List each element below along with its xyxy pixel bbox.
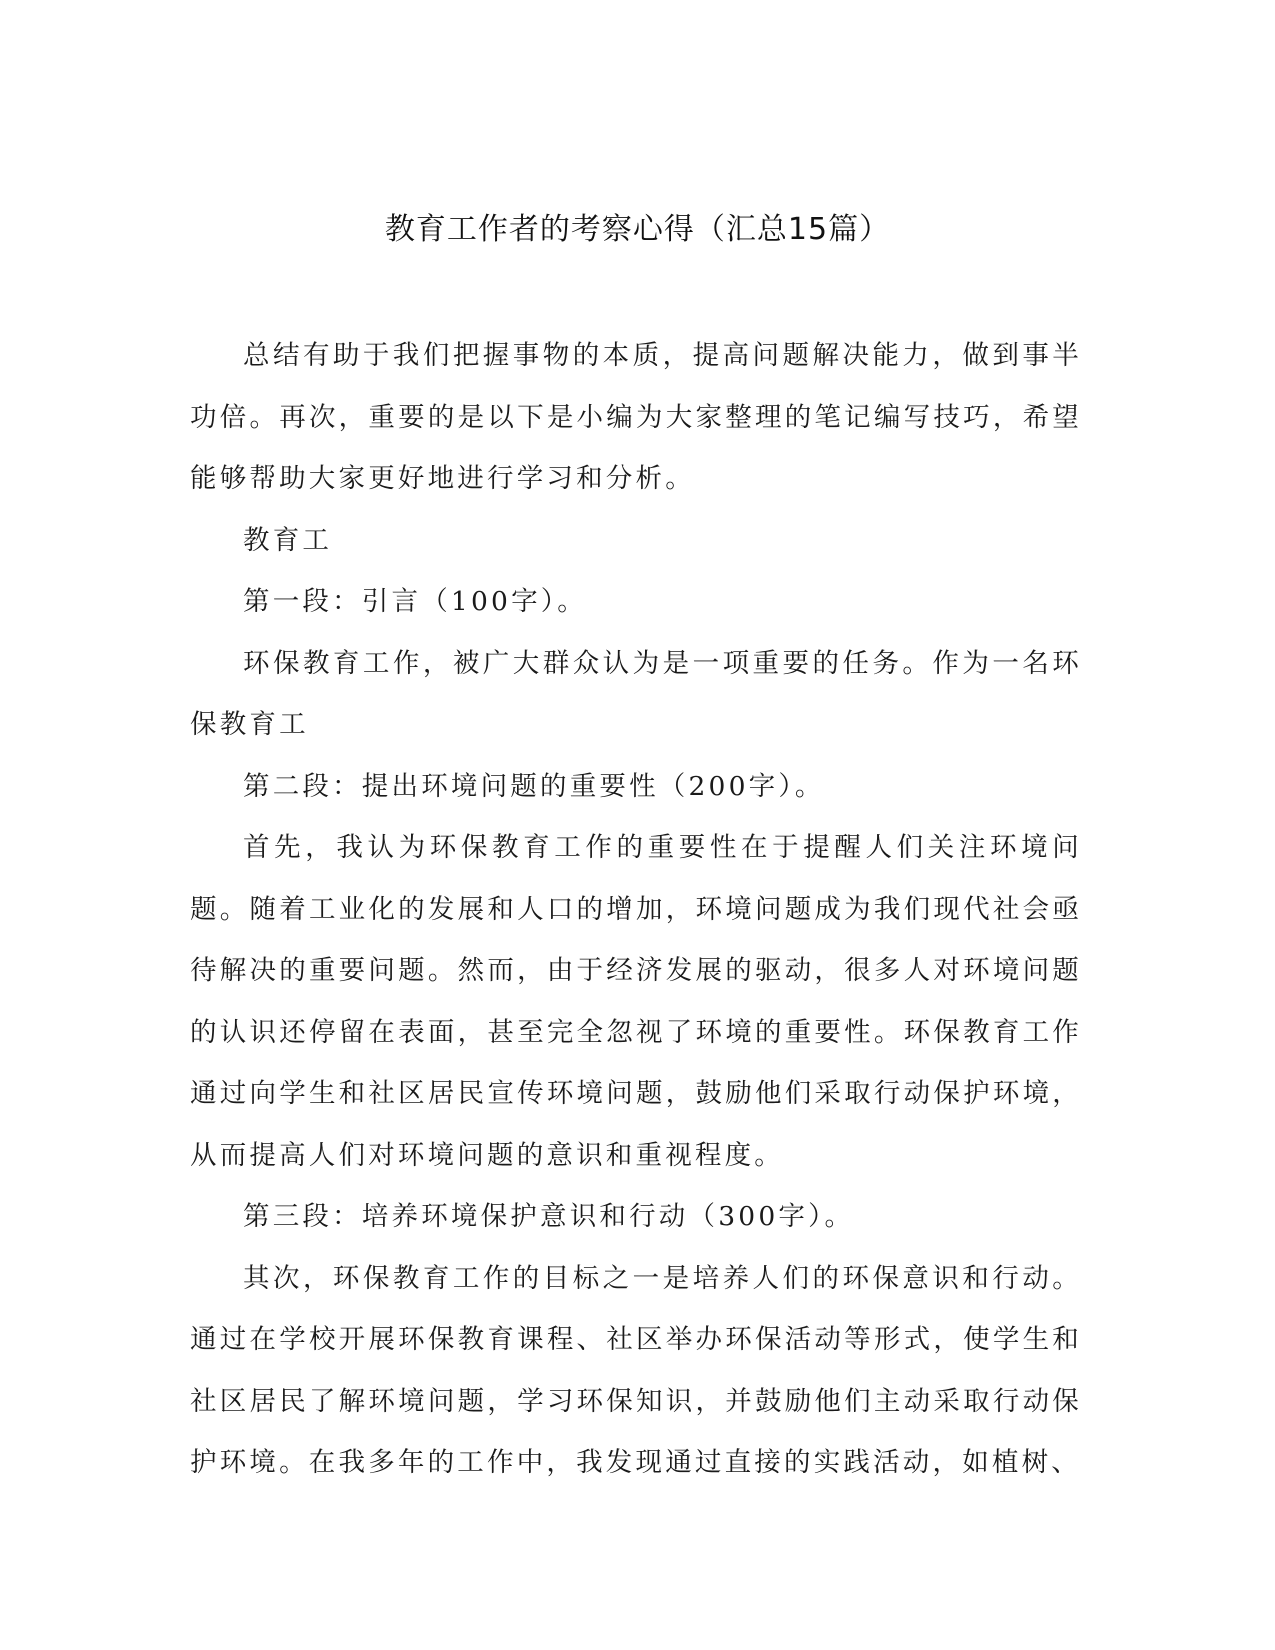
document-title: 教育工作者的考察心得（汇总15篇） [384, 212, 891, 247]
section-heading-3: 第三段：培养环境保护意识和行动（300字）。 [243, 1201, 855, 1232]
section-heading-1: 第一段：引言（100字）。 [243, 586, 587, 617]
paragraph-section-3: 其次，环保教育工作的目标之一是培养人们的环保意识和行动。通过在学校开展环保教育课程、社区举办环保活动等形式，使学生和社区居民了解环境问题，学习环保知识，并鼓励他们主动采取行动保护环境。在我多年的工作中，我发现通过直接的实践活动，如植树、 [190, 1262, 1082, 1478]
paragraph-section-1: 环保教育工作，被广大群众认为是一项重要的任务。作为一名环保教育工 [190, 647, 1082, 740]
paragraph-intro: 总结有助于我们把握事物的本质，提高问题解决能力，做到事半功倍。再次，重要的是以下是小编为大家整理的笔记编写技巧，希望能够帮助大家更好地进行学习和分析。 [190, 340, 1082, 494]
paragraph-section-2: 首先，我认为环保教育工作的重要性在于提醒人们关注环境问题。随着工业化的发展和人口的增加，环境问题成为我们现代社会亟待解决的重要问题。然而，由于经济发展的驱动，很多人对环境问题的认识还停留在表面，甚至完全忽视了环境的重要性。环保教育工作通过向学生和社区居民宣传环境问题，鼓励他们采取行动保护环境，从而提高人们对环境问题的意识和重视程度。 [190, 832, 1082, 1171]
document-body [190, 325, 1082, 1494]
section-heading-2: 第二段：提出环境问题的重要性（200字）。 [243, 770, 825, 802]
paragraph-fragment: 教育工 [243, 524, 333, 556]
